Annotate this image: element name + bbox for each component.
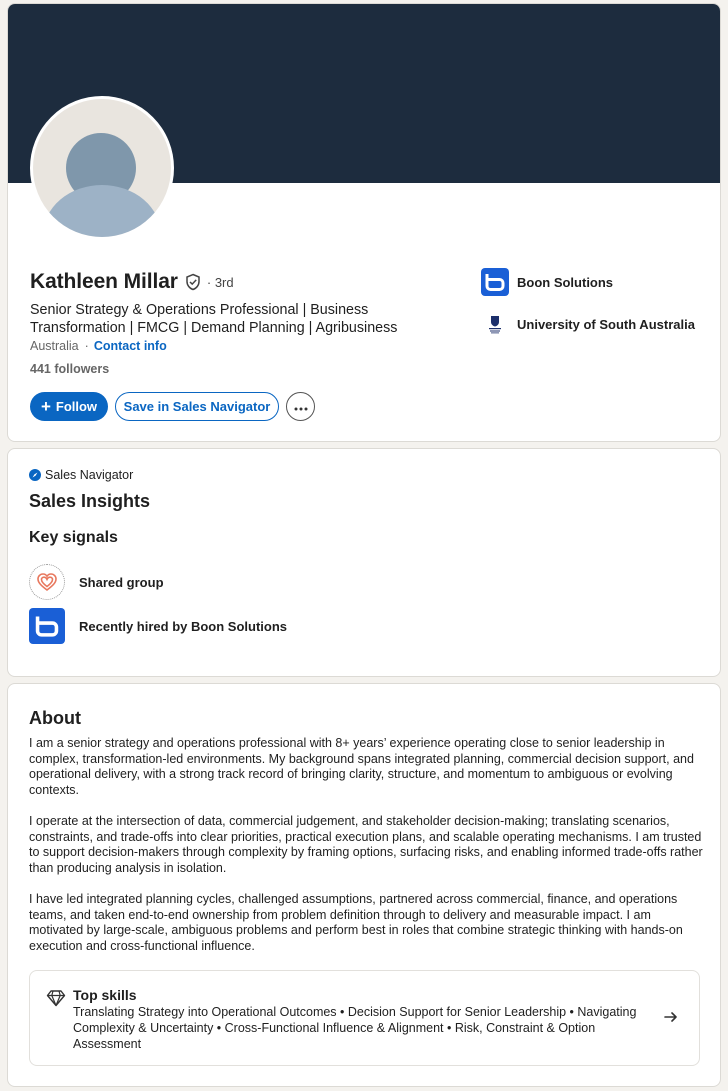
sales-navigator-brand-label: Sales Navigator	[45, 468, 134, 482]
about-card	[7, 683, 721, 1087]
ellipsis-icon	[294, 399, 308, 414]
about-title: About	[29, 708, 81, 728]
about-paragraph: I operate at the intersection of data, commercial judgement, and stakeholder decision-making; translating scenarios, constraints, and trade-offs into clear priorities, practical execution plans, and scalable operating mechanisms. I am trusted to support decision-makers through complexity by framing options, surfacing risks, and enabling informed trade-offs rather than producing analysis in isolation.	[29, 813, 703, 875]
signal-recently-hired[interactable]	[29, 608, 287, 644]
diamond-icon	[46, 988, 66, 1008]
arrow-right-icon[interactable]	[663, 1009, 679, 1025]
boon-logo-icon	[29, 608, 65, 644]
profile-headline: Senior Strategy & Operations Professional | Business Transformation | FMCG | Demand Planning | Agribusiness	[30, 302, 398, 336]
connection-degree: · 3rd	[206, 274, 234, 290]
education[interactable]	[481, 310, 695, 338]
followers-count[interactable]: 441 followers	[30, 362, 110, 376]
save-in-sales-navigator-button[interactable]: Save in Sales Navigator	[115, 392, 279, 421]
top-skills-title: Top skills	[73, 987, 137, 1003]
sales-navigator-brand	[29, 468, 133, 482]
plus-icon: +	[40, 397, 51, 416]
contact-info-link[interactable]: Contact info	[93, 339, 167, 353]
avatar[interactable]	[30, 96, 174, 240]
verified-shield-icon[interactable]	[184, 273, 202, 291]
education-name: University of South Australia	[517, 316, 695, 332]
sales-insights-card	[7, 448, 721, 677]
signal-label: Shared group	[79, 574, 164, 590]
compass-icon	[29, 469, 41, 481]
location-row	[30, 339, 167, 353]
about-paragraph: I have led integrated planning cycles, challenged assumptions, partnered across commercial, finance, and operations teams, and taken end-to-end ownership from problem definition through to delivery and measurable impact. I am motivated by large-scale, ambiguous problems and perform best in roles that combine strategic thinking with hands-on execution and cross-functional influence.	[29, 891, 683, 953]
follow-button[interactable]	[30, 392, 108, 421]
top-skills-box[interactable]	[29, 970, 700, 1066]
current-company-name: Boon Solutions	[517, 274, 614, 290]
heart-group-icon	[29, 564, 65, 600]
current-company[interactable]	[481, 268, 613, 296]
profile-location: Australia	[30, 339, 79, 353]
avatar-body-shape	[43, 185, 161, 240]
name-row	[30, 270, 234, 294]
signal-shared-group[interactable]	[29, 564, 164, 600]
about-text	[29, 736, 704, 970]
key-signals-title: Key signals	[29, 529, 118, 546]
boon-logo-icon	[481, 268, 509, 296]
follow-label: Follow	[55, 399, 98, 414]
about-paragraph: I am a senior strategy and operations professional with 8+ years’ experience operating close to senior leadership in complex, transformation-led environments. My background spans integrated planning, commercial decision support, and operational delivery, with a strong track record of bringing clarity, structure, and momentum to ambiguous or evolving contexts.	[29, 736, 694, 797]
top-skills-list: Translating Strategy into Operational Outcomes • Decision Support for Senior Leadership • Navigating Complexity & Uncertainty • Cross-Functional Influence & Alignment • Risk, Constraint & Option Assessment	[73, 1005, 637, 1051]
university-crest-icon	[481, 310, 509, 338]
location-separator: ·	[84, 339, 89, 353]
profile-name: Kathleen Millar	[30, 270, 178, 293]
signal-label: Recently hired by Boon Solutions	[79, 618, 288, 634]
sales-insights-title: Sales Insights	[29, 491, 151, 511]
profile-card	[7, 3, 721, 442]
more-actions-button[interactable]	[286, 392, 315, 421]
